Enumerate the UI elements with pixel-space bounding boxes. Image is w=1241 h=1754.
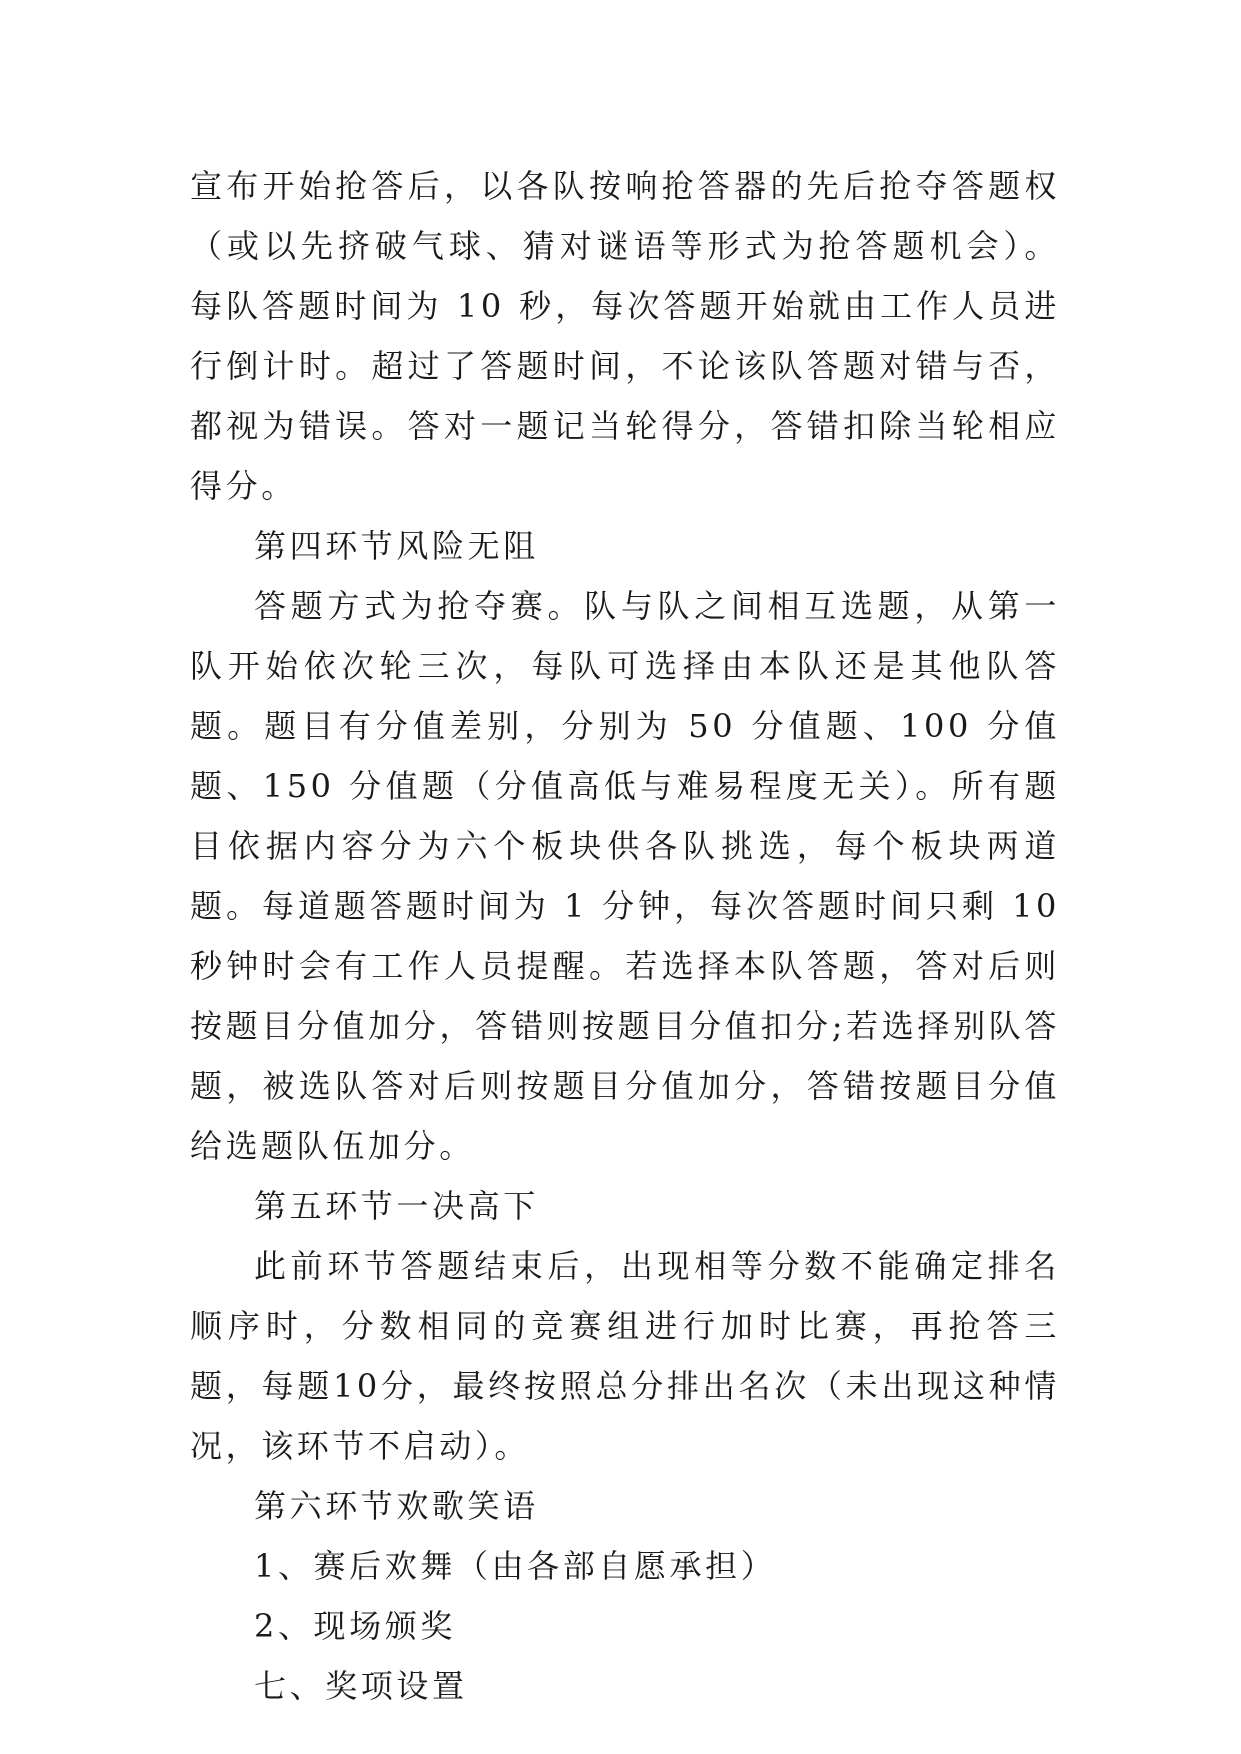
paragraph-answer-rules: 宣布开始抢答后，以各队按响抢答器的先后抢夺答题权（或以先挤破气球、猜对谜语等形式为抢答题机会）。每队答题时间为 10 秒，每次答题开始就由工作人员进行倒计时。超过了答题时间，不论该队答题对错与否，都视为错误。答对一题记当轮得分，答错扣除当轮相应得分。	[190, 167, 1060, 505]
heading-section-four: 第四环节风险无阻	[254, 527, 539, 565]
paragraph-section-five: 此前环节答题结束后，出现相等分数不能确定排名顺序时，分数相同的竞赛组进行加时比赛，再抢答三题，每题10分，最终按照总分排出名次（未出现这种情况，该环节不启动）。	[190, 1247, 1060, 1465]
heading-awards-setup: 七、奖项设置	[254, 1667, 468, 1705]
heading-section-six: 第六环节欢歌笑语	[254, 1487, 539, 1525]
heading-section-five: 第五环节一决高下	[254, 1187, 539, 1225]
paragraph-section-four: 答题方式为抢夺赛。队与队之间相互选题，从第一队开始依次轮三次，每队可选择由本队还是其他队答题。题目有分值差别，分别为 50 分值题、100 分值题、150 分值题（分值高低与难易程度无关）。所有题目依据内容分为六个板块供各队挑选，每个板块两道题。每道题答题时间为 1 分钟，每次答题时间只剩 10 秒钟时会有工作人员提醒。若选择本队答题，答对后则按题目分值加分，答错则按题目分值扣分;若选择别队答题，被选队答对后则按题目分值加分，答错按题目分值给选题队伍加分。	[190, 587, 1060, 1165]
list-item-dance: 1、赛后欢舞（由各部自愿承担）	[254, 1547, 777, 1585]
list-item-award: 2、现场颁奖	[254, 1607, 456, 1645]
document-body	[190, 156, 1060, 1716]
